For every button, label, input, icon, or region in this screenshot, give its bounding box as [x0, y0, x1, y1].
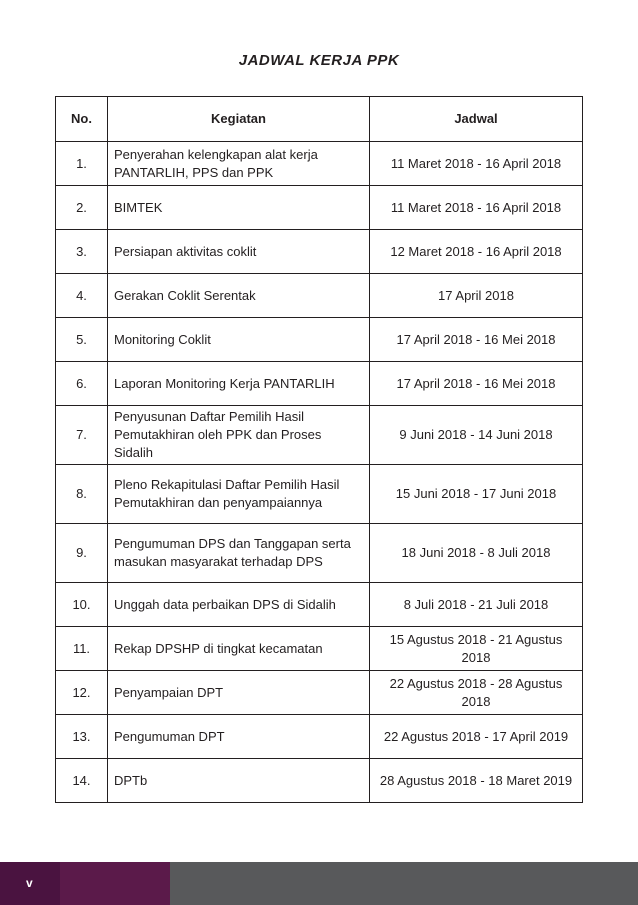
row-kegiatan: Pengumuman DPT: [108, 715, 370, 759]
row-jadwal: 17 April 2018 - 16 Mei 2018: [370, 318, 583, 362]
table-row: [56, 406, 583, 465]
row-no: 9.: [56, 524, 108, 583]
table-row: [56, 142, 583, 186]
row-kegiatan: Laporan Monitoring Kerja PANTARLIH: [108, 362, 370, 406]
table-row: [56, 318, 583, 362]
table-row: [56, 230, 583, 274]
row-no: 1.: [56, 142, 108, 186]
row-no: 11.: [56, 627, 108, 671]
row-kegiatan: Penyusunan Daftar Pemilih Hasil Pemutakhiran oleh PPK dan Proses Sidalih: [108, 406, 370, 465]
table-row: [56, 715, 583, 759]
table-row: [56, 524, 583, 583]
row-jadwal: 22 Agustus 2018 - 28 Agustus 2018: [370, 671, 583, 715]
row-no: 14.: [56, 759, 108, 803]
row-no: 7.: [56, 406, 108, 465]
table-row: [56, 186, 583, 230]
row-no: 12.: [56, 671, 108, 715]
row-kegiatan: Monitoring Coklit: [108, 318, 370, 362]
page-footer-bar: [0, 862, 638, 905]
table-row: [56, 583, 583, 627]
table-header-row: [56, 97, 583, 142]
table-row: [56, 274, 583, 318]
row-no: 8.: [56, 465, 108, 524]
row-jadwal: 17 April 2018 - 16 Mei 2018: [370, 362, 583, 406]
row-no: 2.: [56, 186, 108, 230]
header-jadwal: Jadwal: [370, 97, 583, 142]
row-jadwal: 11 Maret 2018 - 16 April 2018: [370, 142, 583, 186]
row-jadwal: 22 Agustus 2018 - 17 April 2019: [370, 715, 583, 759]
row-kegiatan: Pleno Rekapitulasi Daftar Pemilih Hasil Pemutakhiran dan penyampaiannya: [108, 465, 370, 524]
row-kegiatan: BIMTEK: [108, 186, 370, 230]
table-row: [56, 671, 583, 715]
row-jadwal: 9 Juni 2018 - 14 Juni 2018: [370, 406, 583, 465]
row-kegiatan: Persiapan aktivitas coklit: [108, 230, 370, 274]
table-row: [56, 759, 583, 803]
row-kegiatan: Penyerahan kelengkapan alat kerja PANTARLIH, PPS dan PPK: [108, 142, 370, 186]
row-jadwal: 15 Agustus 2018 - 21 Agustus 2018: [370, 627, 583, 671]
row-kegiatan: Gerakan Coklit Serentak: [108, 274, 370, 318]
row-no: 5.: [56, 318, 108, 362]
row-jadwal: 18 Juni 2018 - 8 Juli 2018: [370, 524, 583, 583]
row-kegiatan: Penyampaian DPT: [108, 671, 370, 715]
header-kegiatan: Kegiatan: [108, 97, 370, 142]
table-row: [56, 465, 583, 524]
row-kegiatan: DPTb: [108, 759, 370, 803]
row-no: 4.: [56, 274, 108, 318]
table-row: [56, 362, 583, 406]
row-jadwal: 15 Juni 2018 - 17 Juni 2018: [370, 465, 583, 524]
row-jadwal: 28 Agustus 2018 - 18 Maret 2019: [370, 759, 583, 803]
page-title: JADWAL KERJA PPK: [238, 52, 400, 69]
row-no: 6.: [56, 362, 108, 406]
page-number: v: [26, 876, 33, 890]
row-jadwal: 17 April 2018: [370, 274, 583, 318]
table-row: [56, 627, 583, 671]
header-no: No.: [56, 97, 108, 142]
row-no: 10.: [56, 583, 108, 627]
footer-accent-tab: [0, 862, 170, 905]
row-kegiatan: Unggah data perbaikan DPS di Sidalih: [108, 583, 370, 627]
row-no: 3.: [56, 230, 108, 274]
row-kegiatan: Rekap DPSHP di tingkat kecamatan: [108, 627, 370, 671]
row-jadwal: 11 Maret 2018 - 16 April 2018: [370, 186, 583, 230]
row-jadwal: 12 Maret 2018 - 16 April 2018: [370, 230, 583, 274]
row-no: 13.: [56, 715, 108, 759]
schedule-table: [55, 96, 583, 803]
row-kegiatan: Pengumuman DPS dan Tanggapan serta masukan masyarakat terhadap DPS: [108, 524, 370, 583]
row-jadwal: 8 Juli 2018 - 21 Juli 2018: [370, 583, 583, 627]
